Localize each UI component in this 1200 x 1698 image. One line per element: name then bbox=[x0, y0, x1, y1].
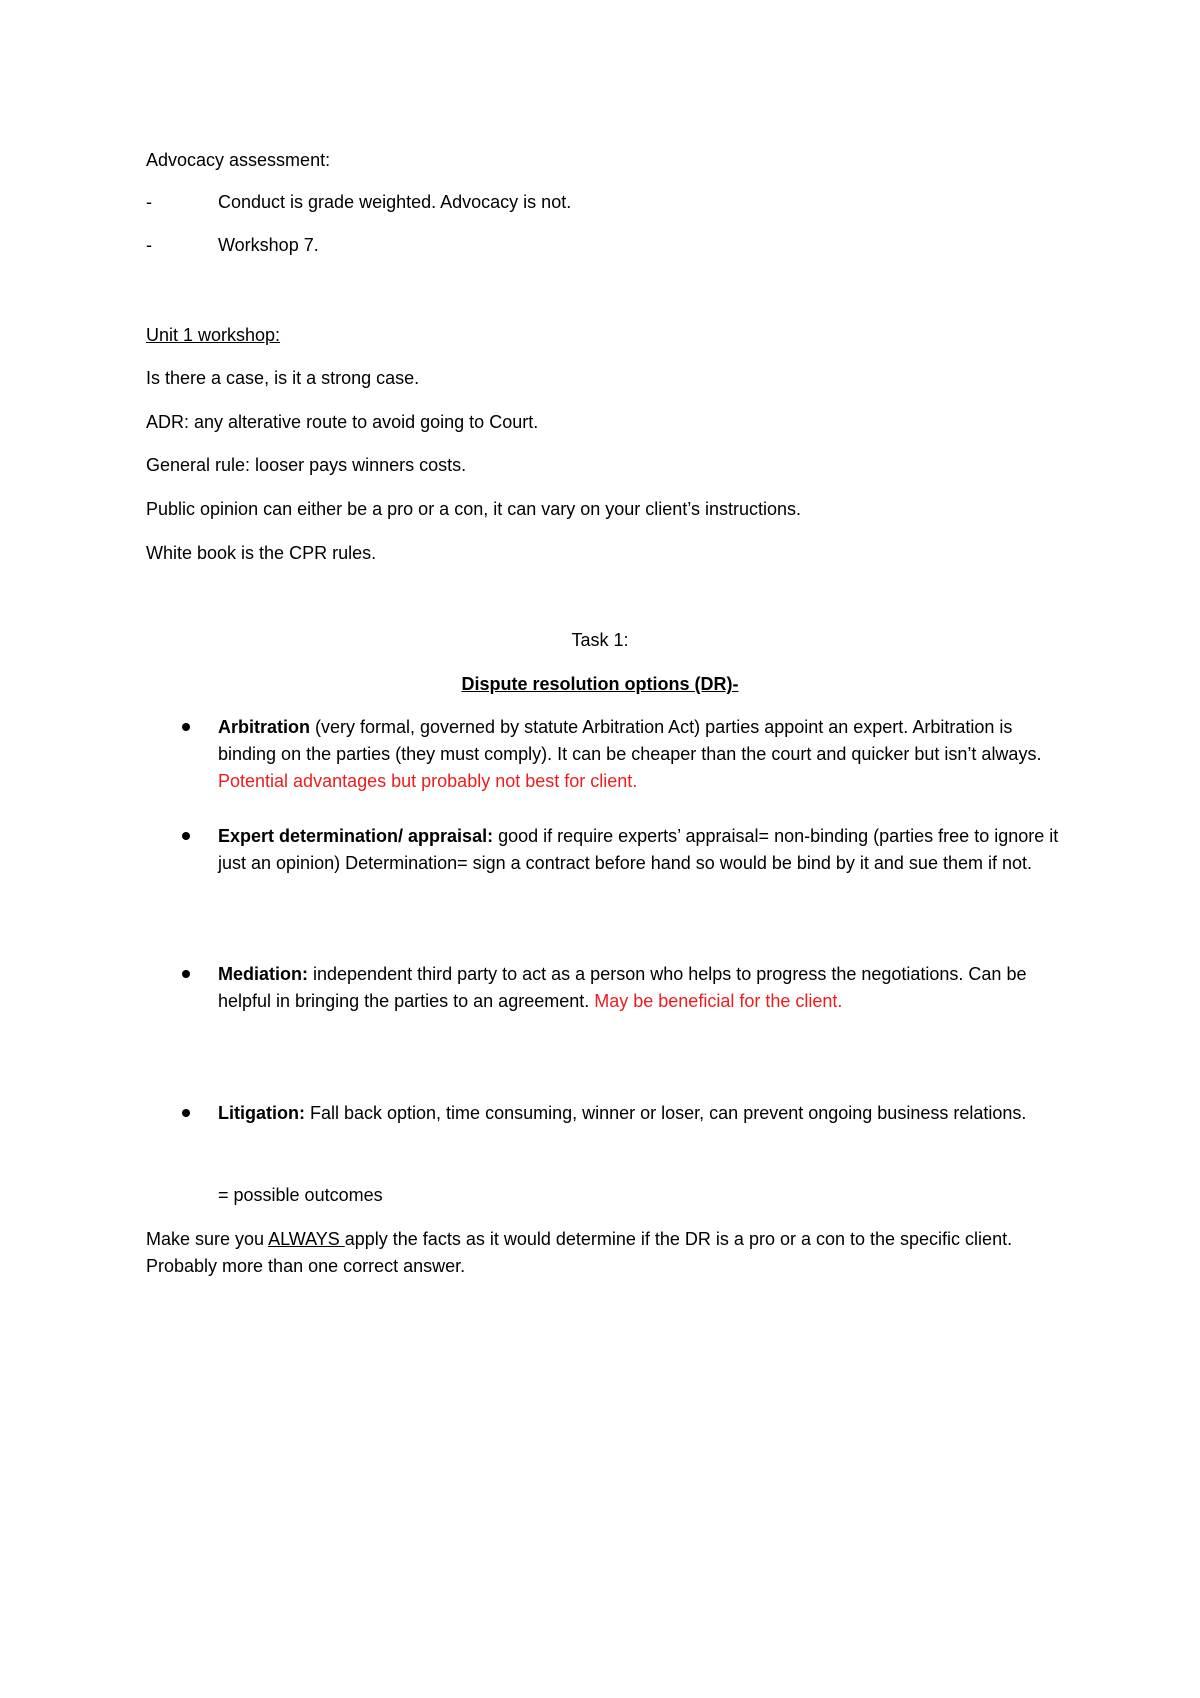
option-note: Potential advantages but probably not best for client. bbox=[218, 771, 638, 791]
closing-emphasis: ALWAYS bbox=[268, 1229, 345, 1249]
closing-before: Make sure you bbox=[146, 1229, 269, 1249]
unit1-line: General rule: looser pays winners costs. bbox=[146, 455, 467, 475]
option-body bbox=[218, 714, 1062, 795]
option-term: Litigation: bbox=[218, 1103, 305, 1123]
task-subtitle-text: Dispute resolution options (DR)- bbox=[461, 674, 739, 694]
unit1-line: ADR: any alterative route to avoid going to Court. bbox=[146, 412, 539, 432]
option-note: May be beneficial for the client. bbox=[594, 991, 843, 1011]
option-body bbox=[218, 823, 1062, 877]
closing-after: apply the facts as it would determine if the DR is a pro or a con to the specific client. Probably more than one correct answer. bbox=[146, 1229, 1013, 1276]
option-text: Fall back option, time consuming, winner or loser, can prevent ongoing business relations. bbox=[304, 1103, 1027, 1123]
option-text: (very formal, governed by statute Arbitration Act) parties appoint an expert. Arbitration is binding on the parties (they must comply). It can be cheaper than the court and quicker but isn’t always. bbox=[218, 717, 1042, 764]
outcomes-line: = possible outcomes bbox=[218, 1185, 383, 1205]
unit1-line: Public opinion can either be a pro or a con, it can vary on your client’s instructions. bbox=[146, 499, 802, 519]
bullet-icon bbox=[182, 970, 190, 978]
bullet-icon bbox=[182, 832, 190, 840]
option-body bbox=[218, 961, 1062, 1015]
option-term: Mediation: bbox=[218, 964, 308, 984]
option-text: independent third party to act as a person who helps to progress the negotiations. Can be helpful in bringing the parties to an agreement. bbox=[218, 964, 1027, 1011]
bullet-icon bbox=[182, 723, 190, 731]
unit1-heading: Unit 1 workshop: bbox=[146, 325, 281, 345]
unit1-line: White book is the CPR rules. bbox=[146, 543, 377, 563]
advocacy-item-text: Workshop 7. bbox=[218, 235, 319, 255]
task-title: Task 1: bbox=[571, 630, 629, 650]
option-arbitration bbox=[182, 714, 1062, 795]
closing-paragraph bbox=[146, 1226, 1076, 1280]
dash-marker: - bbox=[146, 192, 152, 212]
task-subtitle bbox=[0, 671, 1200, 698]
option-litigation bbox=[182, 1100, 1062, 1127]
option-text: good if require experts’ appraisal= non-binding (parties free to ignore it just an opinion) Determination= sign a contract before hand so would be bind by it and sue them if not. bbox=[218, 826, 1059, 873]
option-mediation bbox=[182, 961, 1062, 1015]
option-expert-determination bbox=[182, 823, 1062, 877]
bullet-icon bbox=[182, 1109, 190, 1117]
unit1-line: Is there a case, is it a strong case. bbox=[146, 368, 420, 388]
advocacy-heading: Advocacy assessment: bbox=[146, 150, 331, 170]
advocacy-item-text: Conduct is grade weighted. Advocacy is not. bbox=[218, 192, 572, 212]
dash-marker: - bbox=[146, 235, 152, 255]
option-term: Arbitration bbox=[218, 717, 310, 737]
option-body bbox=[218, 1100, 1062, 1127]
option-term: Expert determination/ appraisal: bbox=[218, 826, 494, 846]
